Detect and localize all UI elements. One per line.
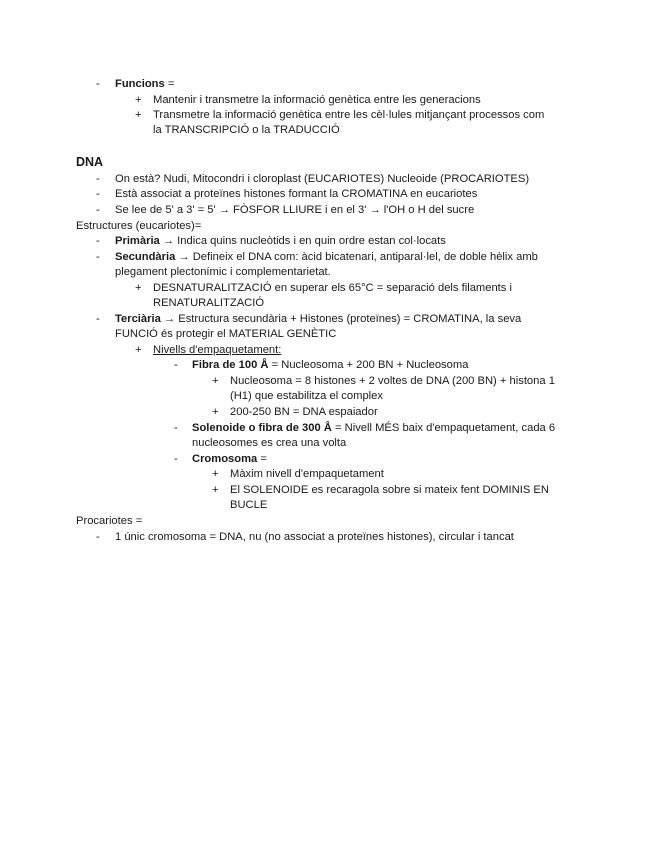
list-bullet-plus: + — [135, 94, 142, 106]
list-bullet-plus: + — [212, 375, 219, 387]
cromosoma-sub: El SOLENOIDE es recaragola sobre si mateix fent DOMINIS EN — [230, 484, 549, 496]
fibra-label: Fibra de 100 Å — [192, 359, 269, 371]
estructures-title: Estructures (eucariotes)= — [76, 220, 202, 232]
list-bullet: - — [174, 422, 178, 434]
dna-line: Se lee de 5' a 3' = 5' → FÒSFOR LLIURE i en el 3' → l'OH o H del sucre — [115, 204, 475, 216]
list-bullet-plus: + — [135, 109, 142, 121]
list-bullet-plus: + — [135, 344, 142, 356]
list-bullet: - — [96, 188, 100, 200]
list-bullet: - — [96, 235, 100, 247]
list-bullet: - — [96, 204, 100, 216]
terciaria-line — [115, 312, 521, 327]
funcions-item: Transmetre la informació genètica entre les cèl·lules mitjançant processos com — [153, 109, 545, 121]
list-bullet: - — [96, 251, 100, 263]
funcions-item: Mantenir i transmetre la informació genètica entre les generacions — [153, 94, 481, 106]
procariotes-line: 1 únic cromosoma = DNA, nu (no associat a proteïnes histones), circular i tancat — [115, 531, 514, 543]
list-bullet: - — [174, 453, 178, 465]
cromosoma-line — [192, 452, 267, 467]
primaria-line — [115, 234, 446, 249]
cromosoma-eq: = — [257, 453, 267, 465]
secundaria-cont: plegament plectonímic i complementarietat. — [115, 266, 331, 278]
cromosoma-sub-cont: BUCLE — [230, 499, 268, 511]
list-bullet-plus: + — [212, 406, 219, 418]
nivells-label: Nivells d'empaquetament: — [153, 344, 282, 356]
secundaria-sub-cont: RENATURALITZACIÓ — [153, 297, 265, 309]
list-bullet: - — [96, 313, 100, 325]
dna-line: Està associat a proteïnes histones formant la CROMATINA en eucariotes — [115, 188, 478, 200]
nivells-line — [153, 343, 281, 358]
solenoide-cont: nucleosomes es crea una volta — [192, 437, 347, 449]
fibra-sub: 200-250 BN = DNA espaiador — [230, 406, 378, 418]
cromosoma-sub: Màxim nivell d'empaquetament — [230, 468, 384, 480]
list-bullet: - — [96, 531, 100, 543]
terciaria-text: → Estructura secundària + Histones (proteïnes) = CROMATINA, la seva — [160, 313, 522, 325]
solenoide-line — [192, 421, 555, 436]
funcions-eq: = — [164, 78, 175, 90]
dna-heading: DNA — [76, 155, 104, 169]
secundaria-label: Secundària — [115, 251, 176, 263]
procariotes-title: Procariotes = — [76, 515, 143, 527]
list-bullet: - — [174, 359, 178, 371]
secundaria-line — [115, 250, 538, 265]
funcions-line — [115, 77, 174, 92]
secundaria-text: → Defineix el DNA com: àcid bicatenari, antiparal·lel, de doble hèlix amb — [175, 251, 538, 263]
funcions-item-cont: la TRANSCRIPCIÓ o la TRADUCCIÓ — [153, 124, 340, 136]
list-bullet-plus: + — [135, 282, 142, 294]
solenoide-text: = Nivell MÉS baix d'empaquetament, cada 6 — [331, 422, 556, 434]
terciaria-cont: FUNCIÓ és protegir el MATERIAL GENÈTIC — [115, 328, 337, 340]
dna-line: On està? Nudi, Mitocondri i cloroplast (EUCARIOTES) Nucleoide (PROCARIOTES) — [115, 173, 530, 185]
list-bullet-plus: + — [212, 468, 219, 480]
funcions-title: Funcions — [115, 78, 165, 90]
fibra-sub-cont: (H1) que estabilitza el complex — [230, 390, 383, 402]
terciaria-label: Terciària — [115, 313, 161, 325]
list-bullet: - — [96, 78, 100, 90]
secundaria-sub: DESNATURALITZACIÓ en superar els 65°C = separació dels filaments i — [153, 282, 512, 294]
fibra-sub: Nucleosoma = 8 histones + 2 voltes de DNA (200 BN) + histona 1 — [230, 375, 555, 387]
cromosoma-label: Cromosoma — [192, 453, 258, 465]
list-bullet: - — [96, 173, 100, 185]
primaria-label: Primària — [115, 235, 160, 247]
fibra-text: = Nucleosoma + 200 BN + Nucleosoma — [268, 359, 469, 371]
primaria-text: → Indica quins nucleòtids i en quin ordre estan col·locats — [159, 235, 446, 247]
solenoide-label: Solenoide o fibra de 300 Å — [192, 422, 332, 434]
list-bullet-plus: + — [212, 484, 219, 496]
fibra-line — [192, 358, 468, 373]
